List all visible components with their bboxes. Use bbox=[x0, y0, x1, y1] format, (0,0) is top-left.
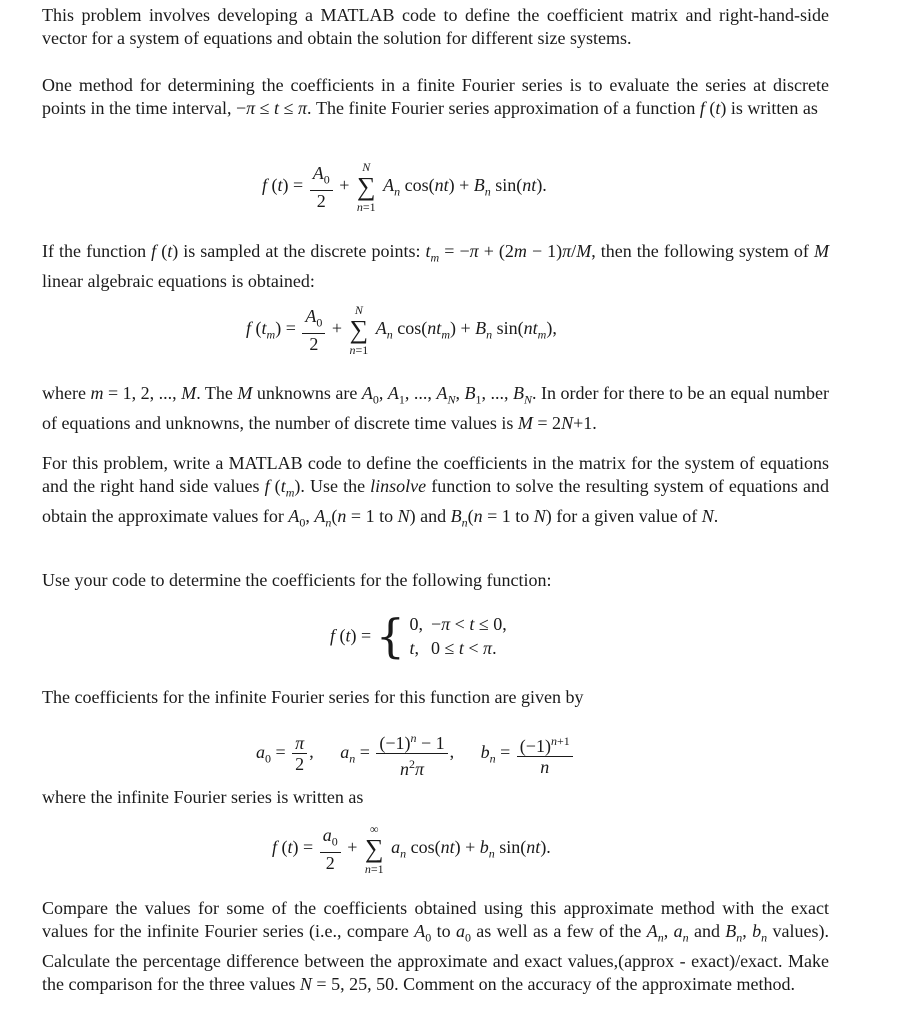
coefficients-intro-paragraph: The coefficients for the infinite Fourier series for this function are given by bbox=[42, 687, 584, 707]
finite-series-equation: f (t) = $\frac{A_0}{2}$ + N ∑ n=1 $A_n$ $\cos(nt) + B_n$ sin(nt). bbox=[262, 160, 547, 214]
discrete-system-equation: f $(t_m)$ = $\frac{A_0}{2}$ + N ∑ n=1 $A_n$ $\cos(nt_m) + B_n$ $\sin(nt_m)$, bbox=[246, 303, 557, 357]
task-paragraph: For this problem, write a MATLAB code to define the coefficients in the matrix for the system of equations and the right hand side values f $(t_m)$. Use the linsolve function to solve the resulting system of equations and obtain the approximate values for $A_0$, $A_n(n = 1$ to N) and $B_n(n = 1$ to N) for a given value of N. bbox=[42, 453, 829, 530]
infinite-series-intro-paragraph: where the infinite Fourier series is written as bbox=[42, 787, 364, 807]
unknowns-paragraph: where m = 1, 2, ..., M. The M unknowns are $A_0$, $A_1$, ..., $A_N$, $B_1$, ..., $B_N$. In order for there to be an equal number of equations and unknowns, the number of discrete time values is M = 2N+1. bbox=[42, 383, 830, 433]
method-paragraph: One method for determining the coefficients in a finite Fourier series is to evaluate the series at discrete points in the time interval, −π ≤ t ≤ π. The finite Fourier series approximation of a function f (t) is written as bbox=[42, 75, 829, 118]
exact-coefficients-equation: $a_0$ = $\frac{\pi}{2}$ , $a_n$ = $\frac{(-1)^n - 1}{n^2\pi}$ , $b_n$ = $\frac{(-1)^{n+1}}{n}$ bbox=[256, 728, 575, 779]
sampling-paragraph: If the function f (t) is sampled at the discrete points: $t_m = -\pi + (2m - 1)\pi/M$, then the following system of M linear algebraic equations is obtained: bbox=[42, 241, 829, 291]
comparison-paragraph: Compare the values for some of the coefficients obtained using this approximate method with the exact values for the infinite Fourier series (i.e., compare $A_0$ to $a_0$ as well as a few of the $A_n$, $a_n$ and $B_n$, $b_n$ values). Calculate the percentage difference between the approximate and exact values,(approx - exact)/exact. Make the comparison for the three values N = 5, 25, 50. Comment on the accuracy of the approximate method. bbox=[42, 898, 829, 994]
function-intro-paragraph: Use your code to determine the coefficients for the following function: bbox=[42, 570, 552, 590]
intro-paragraph: This problem involves developing a MATLAB code to define the coefficient matrix and right-hand-side vector for a system of equations and obtain the solution for different size systems. bbox=[42, 5, 829, 48]
infinite-series-equation: f (t) = $\frac{a_0}{2}$ + ∞ ∑ n=1 $a_n$ $\cos(nt) + b_n$ sin(nt). bbox=[272, 822, 551, 876]
piecewise-function-equation: f (t) = { 0, −π < t ≤ 0, t, 0 ≤ t < π. bbox=[330, 609, 507, 663]
